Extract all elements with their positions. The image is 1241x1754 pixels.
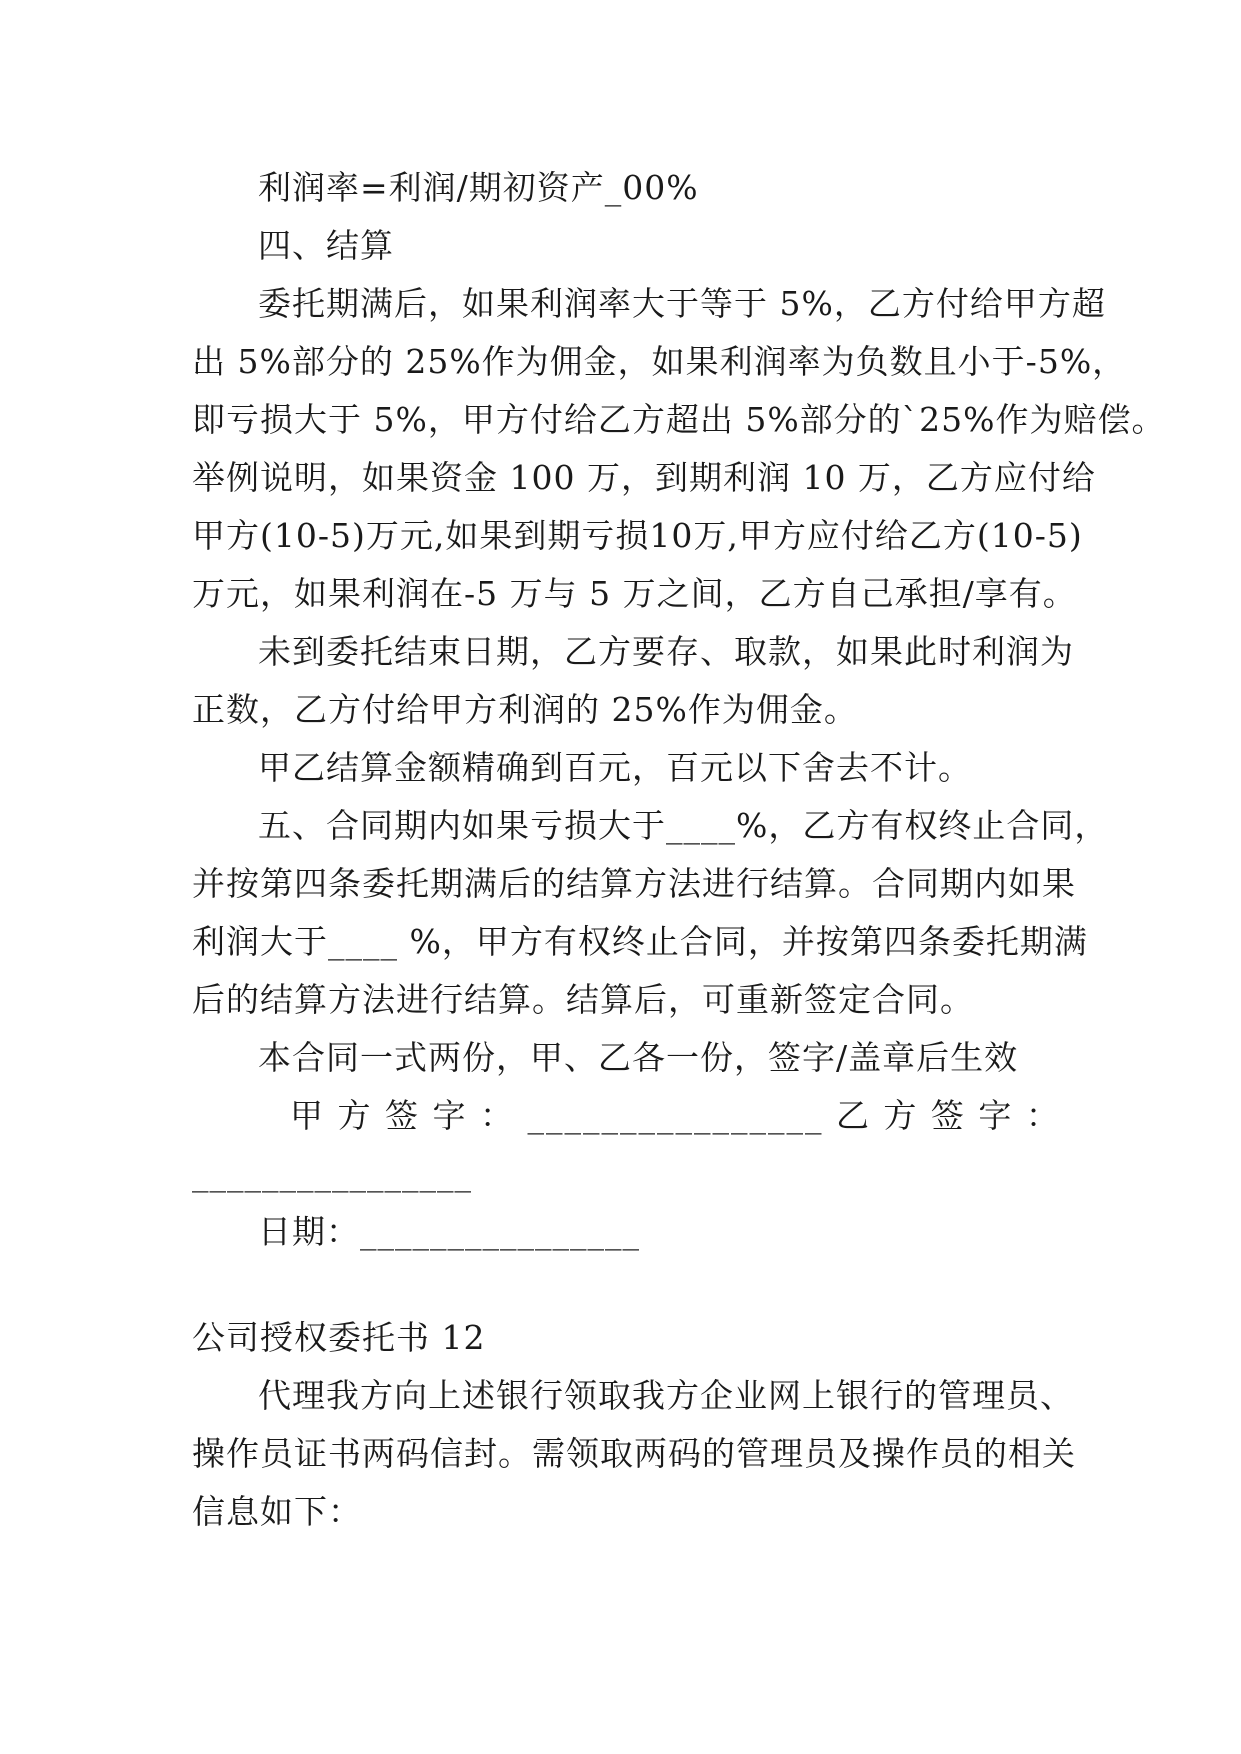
text-line: 五、合同期内如果亏损大于____%，乙方有权终止合同， bbox=[258, 806, 1109, 845]
signature-line: 甲 方 签 字 ： ________________ 乙 方 签 字 ： bbox=[290, 1096, 1061, 1135]
text-line: 出 5%部分的 25%作为佣金，如果利润率为负数且小于-5%， bbox=[192, 342, 1127, 381]
document-title: 公司授权委托书 12 bbox=[192, 1318, 486, 1357]
text-line: 代理我方向上述银行领取我方企业网上银行的管理员、 bbox=[258, 1376, 1074, 1415]
text-line: 甲乙结算金额精确到百元，百元以下舍去不计。 bbox=[258, 748, 972, 787]
text-line: 利润率=利润/期初资产_00% bbox=[258, 168, 699, 207]
text-line: 利润大于____ %，甲方有权终止合同，并按第四条委托期满 bbox=[192, 922, 1088, 961]
text-line: 万元，如果利润在-5 万与 5 万之间，乙方自己承担/享有。 bbox=[192, 574, 1077, 613]
date-line: 日期：________________ bbox=[258, 1212, 640, 1251]
signature-blank: ________________ bbox=[192, 1154, 472, 1193]
section-heading: 四、结算 bbox=[258, 226, 394, 265]
text-line: 并按第四条委托期满后的结算方法进行结算。合同期内如果 bbox=[192, 864, 1076, 903]
text-line: 本合同一式两份，甲、乙各一份，签字/盖章后生效 bbox=[258, 1038, 1019, 1077]
text-line: 即亏损大于 5%，甲方付给乙方超出 5%部分的`25%作为赔偿。 bbox=[192, 400, 1166, 439]
text-line: 正数，乙方付给甲方利润的 25%作为佣金。 bbox=[192, 690, 858, 729]
text-line: 委托期满后，如果利润率大于等于 5%，乙方付给甲方超 bbox=[258, 284, 1106, 323]
text-line: 举例说明，如果资金 100 万，到期利润 10 万，乙方应付给 bbox=[192, 458, 1096, 497]
text-line: 操作员证书两码信封。需领取两码的管理员及操作员的相关 bbox=[192, 1434, 1076, 1473]
text-line: 信息如下： bbox=[192, 1492, 362, 1531]
text-line: 后的结算方法进行结算。结算后，可重新签定合同。 bbox=[192, 980, 974, 1019]
text-line: 未到委托结束日期，乙方要存、取款，如果此时利润为 bbox=[258, 632, 1074, 671]
text-line: 甲方(10-5)万元,如果到期亏损10万,甲方应付给乙方(10-5) bbox=[192, 516, 1083, 555]
